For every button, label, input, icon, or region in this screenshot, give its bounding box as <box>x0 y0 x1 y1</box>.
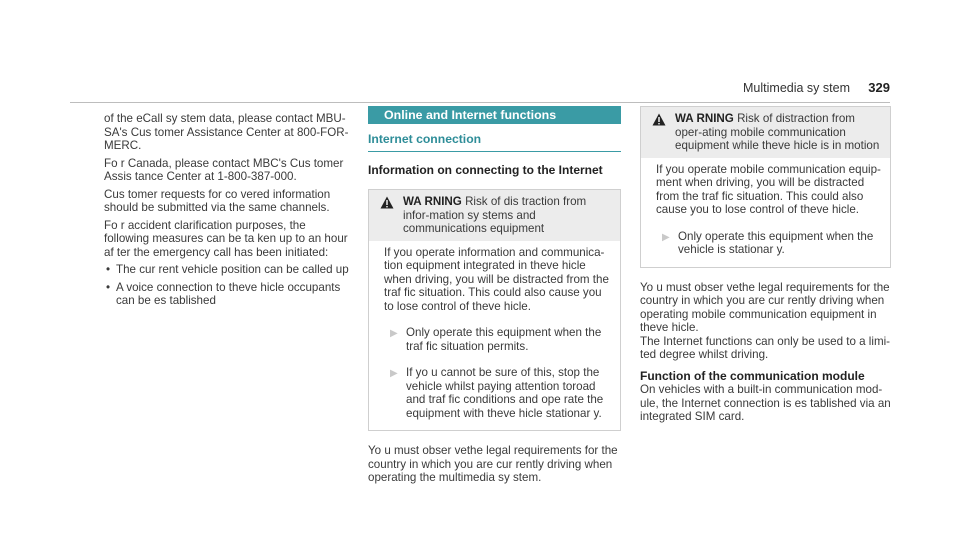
warning-title: Risk of distraction from oper-ating mobile communication equipment while theve hicle is in motion <box>675 112 880 152</box>
action-arrow-icon: ▶ <box>390 368 398 379</box>
warning-box <box>368 189 621 431</box>
warning-header <box>641 107 890 158</box>
step-text: If yo u cannot be sure of this, stop the vehicle whilst paying attention toroad and traf fic conditions and ope rate the equipment with theve hicle stationar y. <box>406 366 604 420</box>
page-header <box>70 79 890 103</box>
list-item <box>104 281 354 308</box>
list-item <box>384 366 612 420</box>
step-text: Only operate this equipment when the vehicle is stationar y. <box>678 229 874 256</box>
requests-paragraph: Cus tomer requests for co vered information should be submitted via the same channels. <box>104 187 331 214</box>
info-heading: Information on connecting to the Internet <box>368 162 603 177</box>
warning-header <box>369 190 620 241</box>
column-3 <box>640 106 891 424</box>
subsection-title: Internet connection <box>368 133 621 152</box>
limited-use-paragraph: The Internet functions can only be used to a limi-ted degree whilst driving. <box>640 334 891 361</box>
module-paragraph: On vehicles with a built-in communication mod-ule, the Internet connection is es tablished via an integrated SIM card. <box>640 383 891 423</box>
action-arrow-icon: ▶ <box>390 328 398 339</box>
list-item-text: The cur rent vehicle position can be called up <box>116 263 349 276</box>
column-1 <box>104 112 354 308</box>
warning-title: Risk of dis traction from infor-mation sy stems and communications equipment <box>403 195 587 235</box>
warning-text: If you operate information and communica-tion equipment integrated in theve hicle when driving, you will be distracted from the traf fic situation. This could also cause you to lose control of theve hicle. <box>384 245 609 313</box>
ecall-contact-paragraph: of the eCall sy stem data, please contact MBU-SA's Cus tomer Assistance Center at 800-FOR-MERC. <box>104 112 349 152</box>
legal-paragraph: Yo u must obser vethe legal requirements for the country in which you are cur rently driving when operating the multimedia sy stem. <box>368 444 618 484</box>
page-number: 329 <box>868 80 890 95</box>
warning-label: WA RNING <box>403 195 462 208</box>
legal-paragraph: Yo u must obser vethe legal requirements for the country in which you are cur rently driving when operating mobile communication equipment in theve hicle. <box>640 280 890 334</box>
accident-paragraph: Fo r accident clarification purposes, the following measures can be ta ken up to an hour af ter the emergency call has been initiated: <box>104 218 348 259</box>
warning-text: If you operate mobile communication equip-ment when driving, you will be distracted from the traf fic situation. This could also cause you to lose control of theve hicle. <box>656 162 881 216</box>
warning-label: WA RNING <box>675 112 734 125</box>
column-2 <box>368 106 621 485</box>
bullet-icon: • <box>106 263 111 276</box>
header-section-title: Multimedia sy stem <box>743 81 850 95</box>
list-item <box>104 263 354 277</box>
bullet-icon: • <box>106 280 111 294</box>
step-text: Only operate this equipment when the traf fic situation permits. <box>406 326 602 353</box>
warning-triangle-icon <box>652 113 666 126</box>
module-heading: Function of the communication module <box>640 368 865 383</box>
warning-box <box>640 106 891 268</box>
warning-body <box>369 241 620 431</box>
list-item-text: A voice connection to theve hicle occupants can be es tablished <box>116 280 341 307</box>
canada-contact-paragraph: Fo r Canada, please contact MBC's Cus tomer Assis tance Center at 1-800-387-000. <box>104 156 344 183</box>
warning-triangle-icon <box>380 196 394 209</box>
warning-body <box>641 158 890 267</box>
action-arrow-icon: ▶ <box>662 231 670 243</box>
list-item <box>656 230 882 257</box>
list-item <box>384 326 612 353</box>
section-banner: Online and Internet functions <box>368 106 621 124</box>
